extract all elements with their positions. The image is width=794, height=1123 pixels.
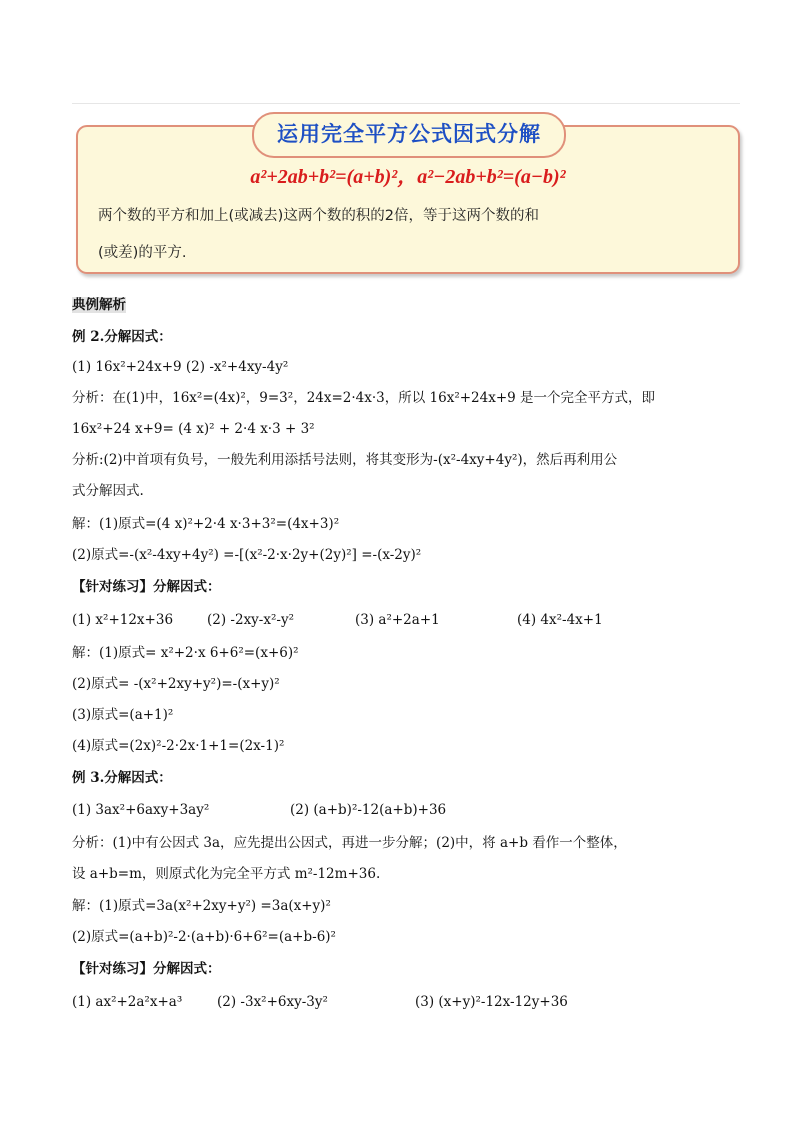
analysis-3-line2: 设 a+b=m，则原式化为完全平方式 m²-12m+36. — [72, 866, 381, 882]
solution-2: (2)原式=-(x²-4xy+4y²) =-[(x²-2·x·2y+(2y)²] =-(x-2y)² — [72, 547, 422, 563]
practice-1-item: (3) a²+2a+1 — [355, 612, 440, 628]
example-2-problems: (1) 16x²+24x+9 (2) -x²+4xy-4y² — [72, 359, 289, 375]
top-rule — [72, 103, 740, 104]
box-title: 运用完全平方公式因式分解 — [252, 112, 566, 158]
example-2-heading: 例 2.分解因式： — [72, 329, 172, 345]
practice-1-solution-1: 解：(1)原式= x²+2·x 6+6²=(x+6)² — [72, 645, 299, 661]
analysis-2-line2: 式分解因式. — [72, 483, 144, 499]
practice-1-item: (1) x²+12x+36 — [72, 612, 174, 628]
analysis-1-line2: 16x²+24 x+9= (4 x)² + 2·4 x·3 + 3² — [72, 421, 315, 437]
analysis-3-line1: 分析：(1)中有公因式 3a，应先提出公因式，再进一步分解；(2)中，将 a+b 看作一个整体， — [72, 835, 627, 851]
rule-description-line2: (或差)的平方. — [98, 245, 187, 261]
practice-1-solution-2: (2)原式= -(x²+2xy+y²)=-(x+y)² — [72, 676, 280, 692]
practice-1-solution-3: (3)原式=(a+1)² — [72, 707, 174, 723]
practice-1-problems — [72, 611, 732, 629]
rule-description-line1: 两个数的平方和加上(或减去)这两个数的积的2倍，等于这两个数的和 — [98, 208, 540, 224]
practice-1-item: (4) 4x²-4x+1 — [517, 612, 603, 628]
formula-text: a²+2ab+b²=(a+b)²，a²−2ab+b²=(a−b)² — [250, 166, 566, 188]
practice-2-item: (3) (x+y)²-12x-12y+36 — [415, 994, 568, 1010]
practice-2-item: (1) ax²+2a²x+a³ — [72, 994, 183, 1010]
section-heading: 典例解析 — [72, 297, 126, 313]
practice-2-item: (2) -3x²+6xy-3y² — [217, 994, 328, 1010]
solution-1: 解：(1)原式=(4 x)²+2·4 x·3+3²=(4x+3)² — [72, 516, 340, 532]
practice-heading-2: 【针对练习】分解因式： — [72, 961, 221, 977]
practice-2-problems — [72, 993, 732, 1011]
example-3-problems — [72, 801, 732, 819]
example-3-item: (2) (a+b)²-12(a+b)+36 — [290, 802, 447, 818]
solution-3-1: 解：(1)原式=3a(x²+2xy+y²) =3a(x+y)² — [72, 898, 331, 914]
analysis-2-line1: 分析:(2)中首项有负号，一般先利用添括号法则，将其变形为-(x²-4xy+4y²)，然后再利用公 — [72, 452, 618, 468]
example-3-heading: 例 3.分解因式： — [72, 770, 172, 786]
solution-3-2: (2)原式=(a+b)²-2·(a+b)·6+6²=(a+b-6)² — [72, 929, 336, 945]
practice-heading-1: 【针对练习】分解因式： — [72, 579, 221, 595]
practice-1-solution-4: (4)原式=(2x)²-2·2x·1+1=(2x-1)² — [72, 738, 285, 754]
example-3-item: (1) 3ax²+6axy+3ay² — [72, 802, 210, 818]
practice-1-item: (2) -2xy-x²-y² — [207, 612, 294, 628]
analysis-1-line1: 分析：在(1)中，16x²=(4x)²，9=3²，24x=2·4x·3，所以 16x²+24x+9 是一个完全平方式，即 — [72, 390, 656, 406]
